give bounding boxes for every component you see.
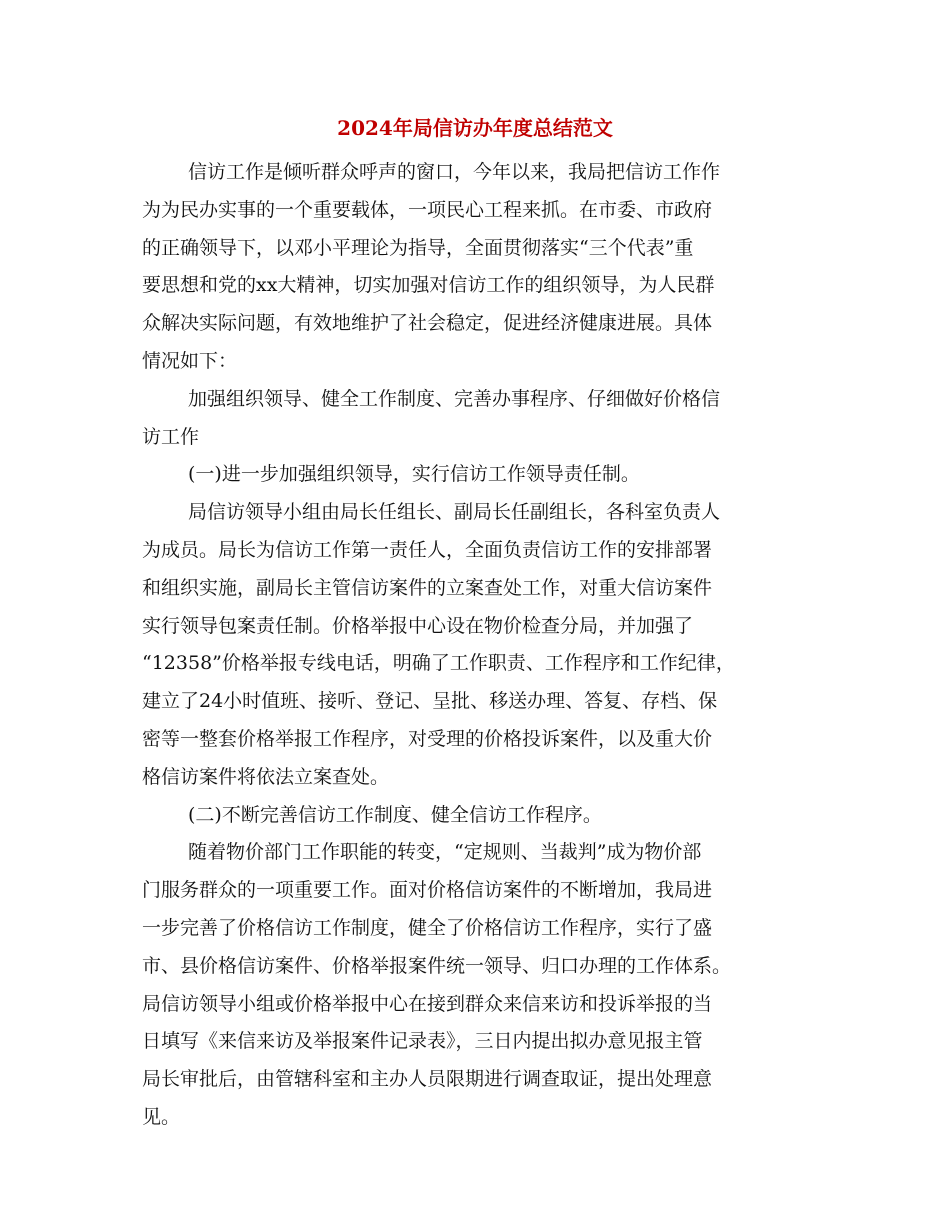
text-line: 访工作 bbox=[142, 425, 200, 448]
text-line: 一步完善了价格信访工作制度，健全了价格信访工作程序，实行了盛 bbox=[142, 917, 713, 939]
document-title: 2024年局信访办年度总结范文 bbox=[337, 116, 613, 140]
text-line: 见。 bbox=[142, 1106, 181, 1128]
text-line: 实行领导包案责任制。价格举报中心设在物价检查分局，并加强了 bbox=[142, 614, 694, 637]
text-line: 密等一整套价格举报工作程序，对受理的价格投诉案件，以及重大价 bbox=[142, 728, 713, 750]
text-line: 格信访案件将依法立案查处。 bbox=[142, 765, 390, 788]
text-line: 加强组织领导、健全工作制度、完善办事程序、仔细做好价格信 bbox=[188, 387, 721, 410]
text-line: 信访工作是倾听群众呼声的窗口，今年以来，我局把信访工作作 bbox=[188, 161, 721, 183]
text-line: 为为民办实事的一个重要载体，一项民心工程来抓。在市委、市政府 bbox=[142, 198, 713, 221]
text-line: 众解决实际问题，有效地维护了社会稳定，促进经济健康进展。具体 bbox=[142, 312, 713, 335]
text-line: (一)进一步加强组织领导，实行信访工作领导责任制。 bbox=[188, 463, 640, 486]
text-line: 局信访领导小组或价格举报中心在接到群众来信来访和投诉举报的当 bbox=[142, 992, 713, 1015]
text-line: “12358”价格举报专线电话，明确了工作职责、工作程序和工作纪律， bbox=[142, 652, 735, 675]
text-line: (二)不断完善信访工作制度、健全信访工作程序。 bbox=[188, 803, 602, 826]
text-line: 局信访领导小组由局长任组长、副局长任副组长，各科室负责人 bbox=[188, 501, 721, 524]
text-line: 局长审批后，由管辖科室和主办人员限期进行调查取证，提出处理意 bbox=[142, 1068, 713, 1091]
text-line: 建立了24小时值班、接听、登记、呈批、移送办理、答复、存档、保 bbox=[142, 690, 718, 713]
text-line: 和组织实施，副局长主管信访案件的立案查处工作，对重大信访案件 bbox=[142, 576, 713, 599]
text-line: 情况如下： bbox=[142, 350, 238, 372]
text-line: 市、县价格信访案件、价格举报案件统一领导、归口办理的工作体系。 bbox=[142, 954, 732, 977]
text-line: 门服务群众的一项重要工作。面对价格信访案件的不断增加，我局进 bbox=[142, 879, 713, 902]
text-line: 要思想和党的xx大精神，切实加强对信访工作的组织领导，为人民群 bbox=[142, 274, 715, 297]
text-line: 日填写《来信来访及举报案件记录表》，三日内提出拟办意见报主管 bbox=[142, 1030, 703, 1053]
text-line: 的正确领导下，以邓小平理论为指导，全面贯彻落实“三个代表”重 bbox=[142, 236, 694, 259]
text-line: 随着物价部门工作职能的转变，“定规则、当裁判”成为物价部 bbox=[188, 841, 702, 864]
text-line: 为成员。局长为信访工作第一责任人，全面负责信访工作的安排部署 bbox=[142, 539, 713, 561]
